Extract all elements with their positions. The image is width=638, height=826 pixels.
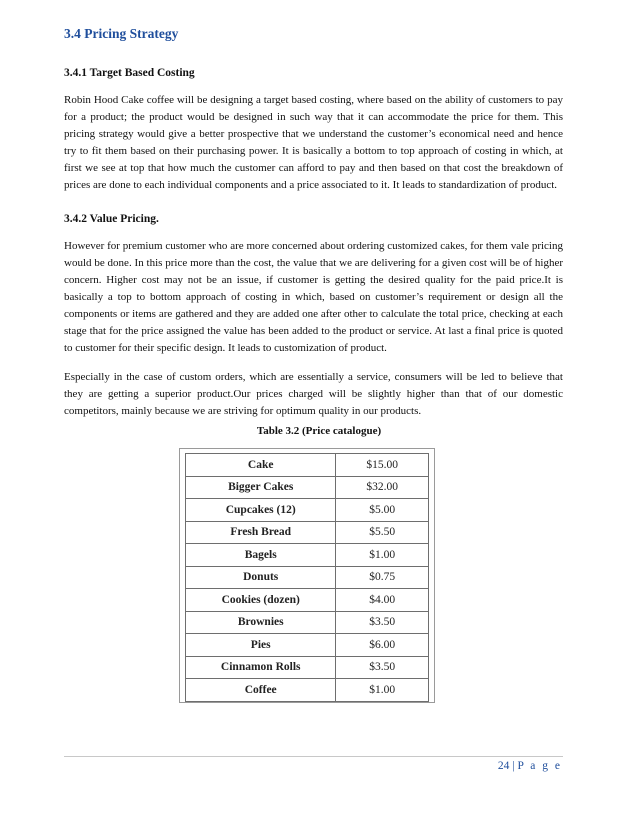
item-name: Cinnamon Rolls	[186, 656, 336, 679]
table-caption: Table 3.2 (Price catalogue)	[256, 425, 382, 437]
table-row	[186, 656, 429, 679]
page-number: 24	[497, 760, 510, 772]
table-row	[186, 566, 429, 589]
item-name: Bagels	[186, 544, 336, 567]
table-row	[186, 521, 429, 544]
paragraph-custom-orders: Especially in the case of custom orders, which are essentially a service, consumers will be led to believe that they are getting a superior product.Our prices charged will be slightly higher than that of our domestic competitors, mainly because we are striving for optimum quality in our products.	[64, 371, 563, 417]
table-row	[186, 611, 429, 634]
item-price: $3.50	[336, 611, 429, 634]
page-label: P a g e	[517, 760, 562, 772]
page-separator: |	[512, 760, 515, 772]
paragraph-value-pricing: However for premium customer who are more concerned about ordering customized cakes, for them vale pricing would be done. In this price more than the cost, the value that we are delivering for a given cost will be of higher concern. Higher cost may not be an issue, if customer is getting the desired quality for the paid price.It is basically a top to bottom approach of costing in which, based on customer’s requirement or design all the components or items are gathered and they are added one after other to calculate the total price, checking at each stage that for the price assigned the value has been added to the product or service. At last a final price is quoted to customer for their specific design. It leads to customization of product.	[64, 240, 563, 354]
item-name: Pies	[186, 634, 336, 657]
item-name: Bigger Cakes	[186, 476, 336, 499]
item-price: $6.00	[336, 634, 429, 657]
table-row	[186, 589, 429, 612]
table-row	[186, 476, 429, 499]
item-name: Brownies	[186, 611, 336, 634]
table-row	[186, 499, 429, 522]
item-name: Coffee	[186, 679, 336, 702]
item-price: $5.50	[336, 521, 429, 544]
section-title: 3.4 Pricing Strategy	[64, 26, 179, 41]
table-row	[186, 544, 429, 567]
item-name: Fresh Bread	[186, 521, 336, 544]
item-name: Donuts	[186, 566, 336, 589]
paragraph-target-costing: Robin Hood Cake coffee will be designing a target based costing, where based on the ability of customers to pay for a product; the product would be designed in such way that it can accommodate the price for them. This pricing strategy would give a better prospective that we understand the customer’s economical need and hence try to fit them based on their purchasing power. It is basically a bottom to top approach of costing in which, at first we see at top that how much the customer can afford to pay and then based on that cost the breakdown of prices are done to each individual components and a price associated to it. It leads to standardization of product.	[64, 94, 563, 191]
price-table	[185, 453, 429, 702]
page-footer	[498, 760, 562, 772]
item-price: $32.00	[336, 476, 429, 499]
table-row	[186, 634, 429, 657]
item-price: $4.00	[336, 589, 429, 612]
item-price: $5.00	[336, 499, 429, 522]
item-price: $3.50	[336, 656, 429, 679]
table-row	[186, 454, 429, 477]
subsection-title-target-costing: 3.4.1 Target Based Costing	[64, 67, 195, 79]
item-name: Cake	[186, 454, 336, 477]
footer-divider	[64, 756, 563, 757]
price-catalogue-table	[179, 448, 435, 703]
item-price: $0.75	[336, 566, 429, 589]
item-price: $1.00	[336, 679, 429, 702]
item-name: Cupcakes (12)	[186, 499, 336, 522]
item-price: $15.00	[336, 454, 429, 477]
subsection-title-value-pricing: 3.4.2 Value Pricing.	[64, 213, 159, 225]
table-row	[186, 679, 429, 702]
item-price: $1.00	[336, 544, 429, 567]
item-name: Cookies (dozen)	[186, 589, 336, 612]
